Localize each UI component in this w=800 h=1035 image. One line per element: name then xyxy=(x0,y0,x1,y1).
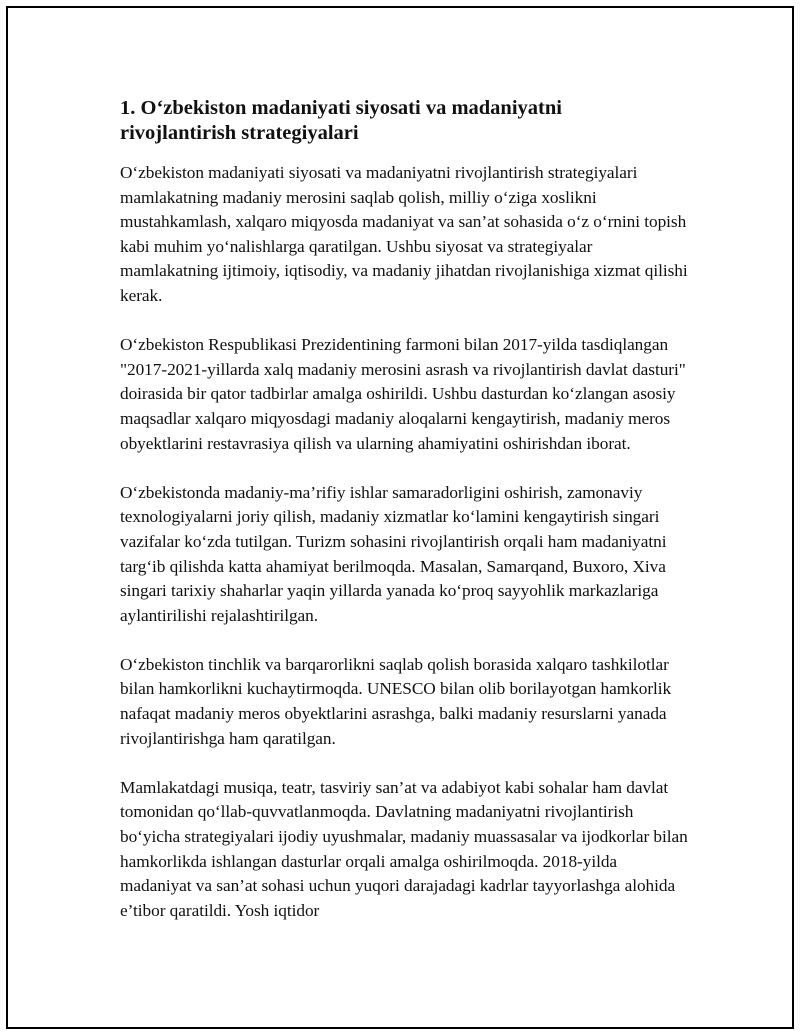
paragraph-2: O‘zbekiston Respublikasi Prezidentining farmoni bilan 2017-yilda tasdiqlangan "2017-2021-yillarda xalq madaniy merosini asrash va rivojlantirish davlat dasturi" doirasida bir qator tadbirlar amalga oshirildi. Ushbu dasturdan ko‘zlangan asosiy maqsadlar xalqaro miqyosdagi madaniy aloqalarni kengaytirish, madaniy meros obyektlarini restavrasiya qilish va ularning ahamiyatini oshirishdan iborat. xyxy=(120,335,686,453)
paragraph-3: O‘zbekistonda madaniy-ma’rifiy ishlar samaradorligini oshirish, zamonaviy texnologiyalarni joriy qilish, madaniy xizmatlar ko‘lamini kengaytirish singari vazifalar ko‘zda tutilgan. Turizm sohasini rivojlantirish orqali ham madaniyatni targ‘ib qilishda katta ahamiyat berilmoqda. Masalan, Samarqand, Buxoro, Xiva singari tarixiy shaharlar yaqin yillarda yanada ko‘proq sayyohlik markazlariga aylantirilishi rejalashtirilgan. xyxy=(120,482,667,625)
document-page xyxy=(6,6,794,1029)
section-heading: 1. O‘zbekiston madaniyati siyosati va madaniyatni rivojlantirish strategiyalari xyxy=(120,97,562,144)
paragraph-5: Mamlakatdagi musiqa, teatr, tasviriy san’at va adabiyot kabi sohalar ham davlat tomonidan qo‘llab-quvvatlanmoqda. Davlatning madaniyatni rivojlantirish bo‘yicha strategiyalari ijodiy uyushmalar, madaniy muassasalar va ijodkorlar bilan hamkorlikda ishlangan dasturlar orqali amalga oshirilmoqda. 2018-yilda madaniyat va san’at sohasi uchun yuqori darajadagi kadrlar tayyorlashga alohida e’tibor qaratildi. Yosh iqtidor xyxy=(120,777,688,920)
paragraph-1: O‘zbekiston madaniyati siyosati va madaniyatni rivojlantirish strategiyalari mamlakatning madaniy merosini saqlab qolish, milliy o‘ziga xoslikni mustahkamlash, xalqaro miqyosda madaniyat va san’at sohasida o‘z o‘rnini topish kabi muhim yo‘nalishlarga qaratilgan. Ushbu siyosat va strategiyalar mamlakatning ijtimoiy, iqtisodiy, va madaniy jihatdan rivojlanishiga xizmat qilishi kerak. xyxy=(120,163,688,305)
paragraph-4: O‘zbekiston tinchlik va barqarorlikni saqlab qolish borasida xalqaro tashkilotlar bilan hamkorlikni kuchaytirmoqda. UNESCO bilan olib borilayotgan hamkorlik nafaqat madaniy meros obyektlarini asrashga, balki madaniy resurslarni yanada rivojlantirishga ham qaratilgan. xyxy=(120,654,672,748)
document-content xyxy=(120,96,690,948)
